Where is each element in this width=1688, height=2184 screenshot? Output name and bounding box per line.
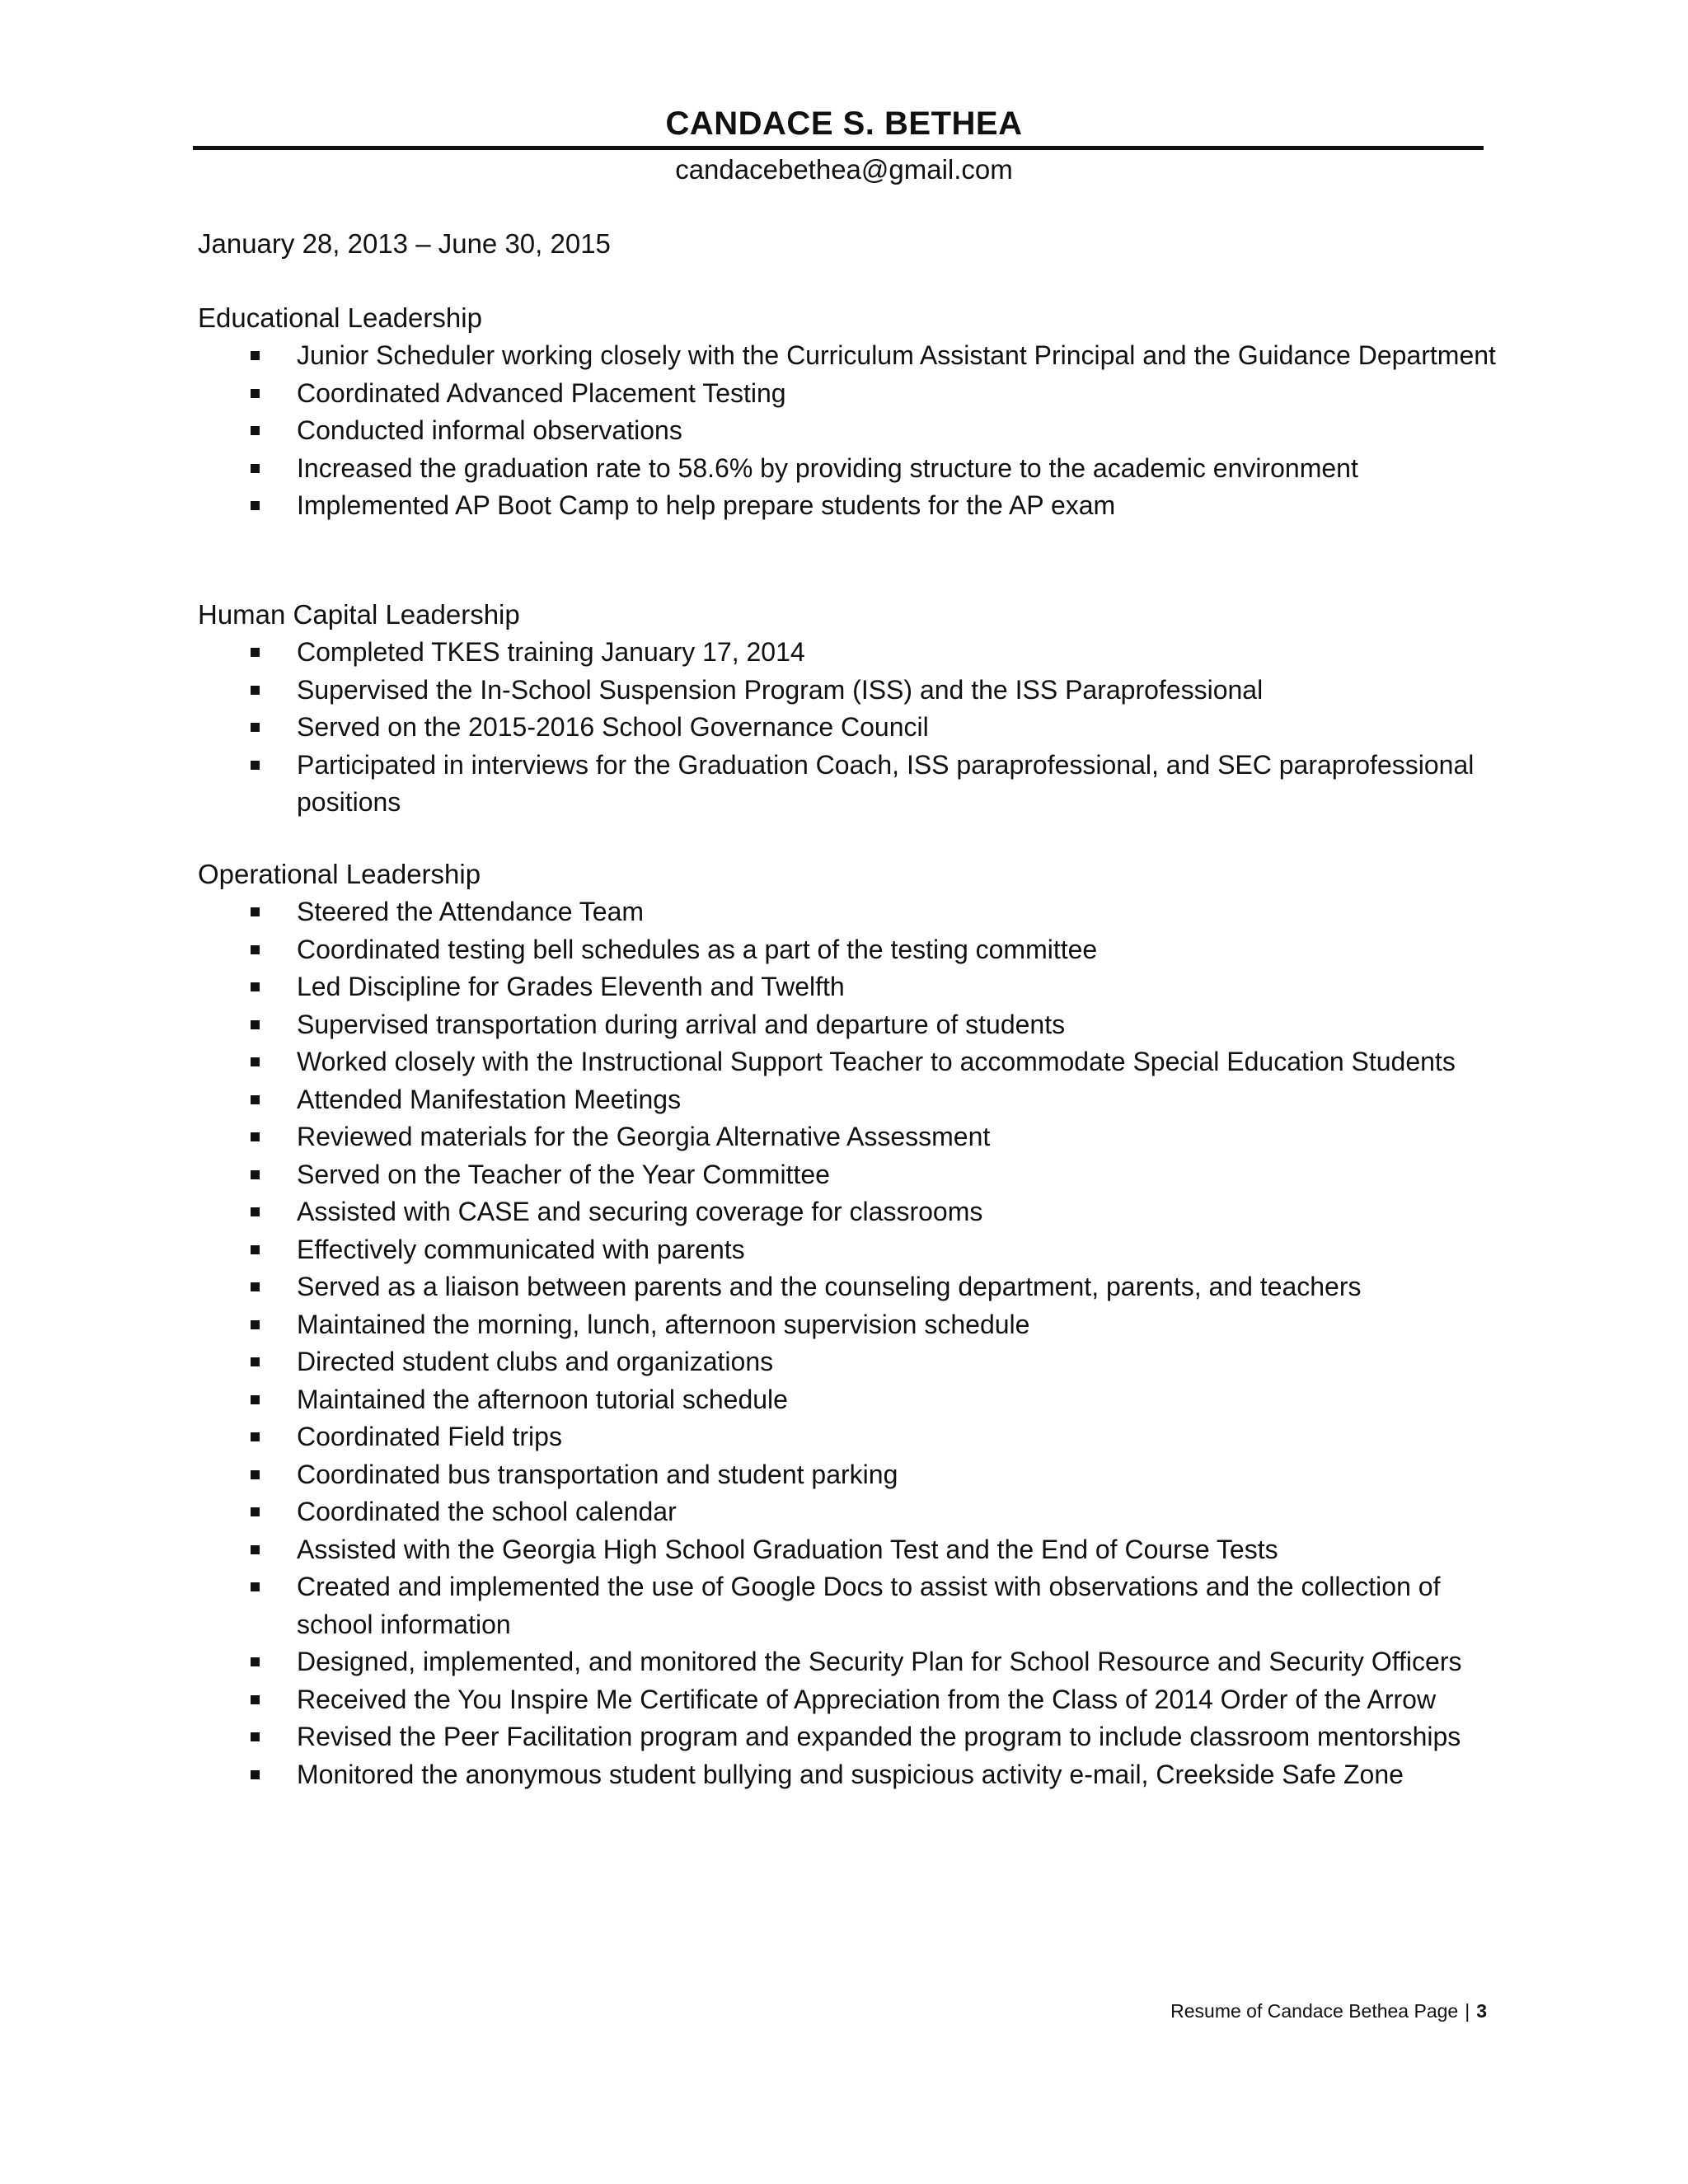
footer-text: Resume of Candace Bethea Page	[1170, 2000, 1459, 2022]
list-item: Coordinated the school calendar	[198, 1493, 1517, 1531]
list-item: Worked closely with the Instructional Support Teacher to accommodate Special Education Students	[198, 1043, 1517, 1081]
page-number: 3	[1476, 2000, 1487, 2022]
list-item: Coordinated Field trips	[198, 1418, 1517, 1456]
page-footer	[1170, 1999, 1487, 2023]
list-item: Effectively communicated with parents	[198, 1231, 1517, 1269]
section-human-capital-leadership	[198, 596, 1500, 822]
square-bullet-icon	[251, 1432, 260, 1441]
list-item: Reviewed materials for the Georgia Alternative Assessment	[198, 1118, 1517, 1156]
list-item: Monitored the anonymous student bullying and suspicious activity e-mail, Creekside Safe Zone	[198, 1756, 1517, 1794]
bullet-list	[198, 337, 1500, 525]
square-bullet-icon	[251, 1282, 260, 1291]
square-bullet-icon	[251, 1020, 260, 1029]
square-bullet-icon	[251, 1657, 260, 1666]
square-bullet-icon	[251, 945, 260, 954]
list-item: Directed student clubs and organizations	[198, 1343, 1517, 1381]
square-bullet-icon	[251, 501, 260, 510]
section-title: Operational Leadership	[198, 859, 481, 889]
list-item: Implemented AP Boot Camp to help prepare students for the AP exam	[198, 487, 1517, 525]
square-bullet-icon	[251, 907, 260, 916]
list-item: Supervised transportation during arrival and departure of students	[198, 1006, 1517, 1044]
square-bullet-icon	[251, 648, 260, 657]
bullet-list	[198, 893, 1500, 1793]
square-bullet-icon	[251, 1507, 260, 1516]
list-item: Junior Scheduler working closely with the Curriculum Assistant Principal and the Guidance Department	[198, 337, 1517, 375]
list-item: Supervised the In-School Suspension Program (ISS) and the ISS Paraprofessional	[198, 672, 1517, 710]
list-item: Increased the graduation rate to 58.6% by providing structure to the academic environment	[198, 450, 1517, 488]
square-bullet-icon	[251, 1057, 260, 1066]
list-item: Designed, implemented, and monitored the Security Plan for School Resource and Security Officers	[198, 1643, 1517, 1681]
list-item: Coordinated bus transportation and student parking	[198, 1456, 1517, 1494]
list-item: Maintained the morning, lunch, afternoon supervision schedule	[198, 1306, 1517, 1344]
square-bullet-icon	[251, 464, 260, 473]
bullet-list	[198, 634, 1500, 822]
square-bullet-icon	[251, 1545, 260, 1554]
header-rule	[193, 146, 1484, 150]
square-bullet-icon	[251, 389, 260, 398]
square-bullet-icon	[251, 1320, 260, 1329]
list-item: Maintained the afternoon tutorial schedule	[198, 1381, 1517, 1419]
square-bullet-icon	[251, 1582, 260, 1591]
list-item: Steered the Attendance Team	[198, 893, 1517, 931]
square-bullet-icon	[251, 1732, 260, 1741]
square-bullet-icon	[251, 686, 260, 695]
section-title: Human Capital Leadership	[198, 599, 520, 630]
candidate-name: CANDACE S. BETHEA	[665, 105, 1023, 142]
square-bullet-icon	[251, 982, 260, 991]
square-bullet-icon	[251, 1470, 260, 1479]
list-item: Conducted informal observations	[198, 412, 1517, 450]
list-item: Led Discipline for Grades Eleventh and Twelfth	[198, 968, 1517, 1006]
square-bullet-icon	[251, 761, 260, 770]
list-item: Participated in interviews for the Graduation Coach, ISS paraprofessional, and SEC paraprofessional positions	[198, 747, 1517, 822]
square-bullet-icon	[251, 1132, 260, 1141]
list-item: Assisted with CASE and securing coverage for classrooms	[198, 1193, 1517, 1231]
list-item: Received the You Inspire Me Certificate of Appreciation from the Class of 2014 Order of the Arrow	[198, 1681, 1517, 1719]
square-bullet-icon	[251, 426, 260, 435]
list-item: Served on the 2015-2016 School Governance Council	[198, 709, 1517, 747]
square-bullet-icon	[251, 1245, 260, 1254]
square-bullet-icon	[251, 1770, 260, 1779]
section-title: Educational Leadership	[198, 302, 482, 333]
square-bullet-icon	[251, 723, 260, 732]
square-bullet-icon	[251, 1357, 260, 1366]
list-item: Served as a liaison between parents and the counseling department, parents, and teachers	[198, 1268, 1517, 1306]
list-item: Served on the Teacher of the Year Committee	[198, 1156, 1517, 1194]
square-bullet-icon	[251, 1207, 260, 1216]
list-item: Coordinated Advanced Placement Testing	[198, 375, 1517, 413]
square-bullet-icon	[251, 351, 260, 360]
list-item: Revised the Peer Facilitation program and expanded the program to include classroom mentorships	[198, 1718, 1517, 1756]
square-bullet-icon	[251, 1095, 260, 1104]
list-item: Assisted with the Georgia High School Graduation Test and the End of Course Tests	[198, 1531, 1517, 1569]
section-educational-leadership	[198, 299, 1500, 525]
email-address: candacebethea@gmail.com	[675, 154, 1013, 185]
employment-dates: January 28, 2013 – June 30, 2015	[198, 228, 611, 259]
list-item: Attended Manifestation Meetings	[198, 1081, 1517, 1119]
square-bullet-icon	[251, 1395, 260, 1404]
list-item: Completed TKES training January 17, 2014	[198, 634, 1517, 672]
square-bullet-icon	[251, 1695, 260, 1704]
footer-separator: |	[1465, 2000, 1470, 2022]
section-operational-leadership	[198, 855, 1500, 1793]
list-item: Created and implemented the use of Google Docs to assist with observations and the collection of school information	[198, 1568, 1517, 1643]
square-bullet-icon	[251, 1170, 260, 1179]
list-item: Coordinated testing bell schedules as a part of the testing committee	[198, 931, 1517, 969]
